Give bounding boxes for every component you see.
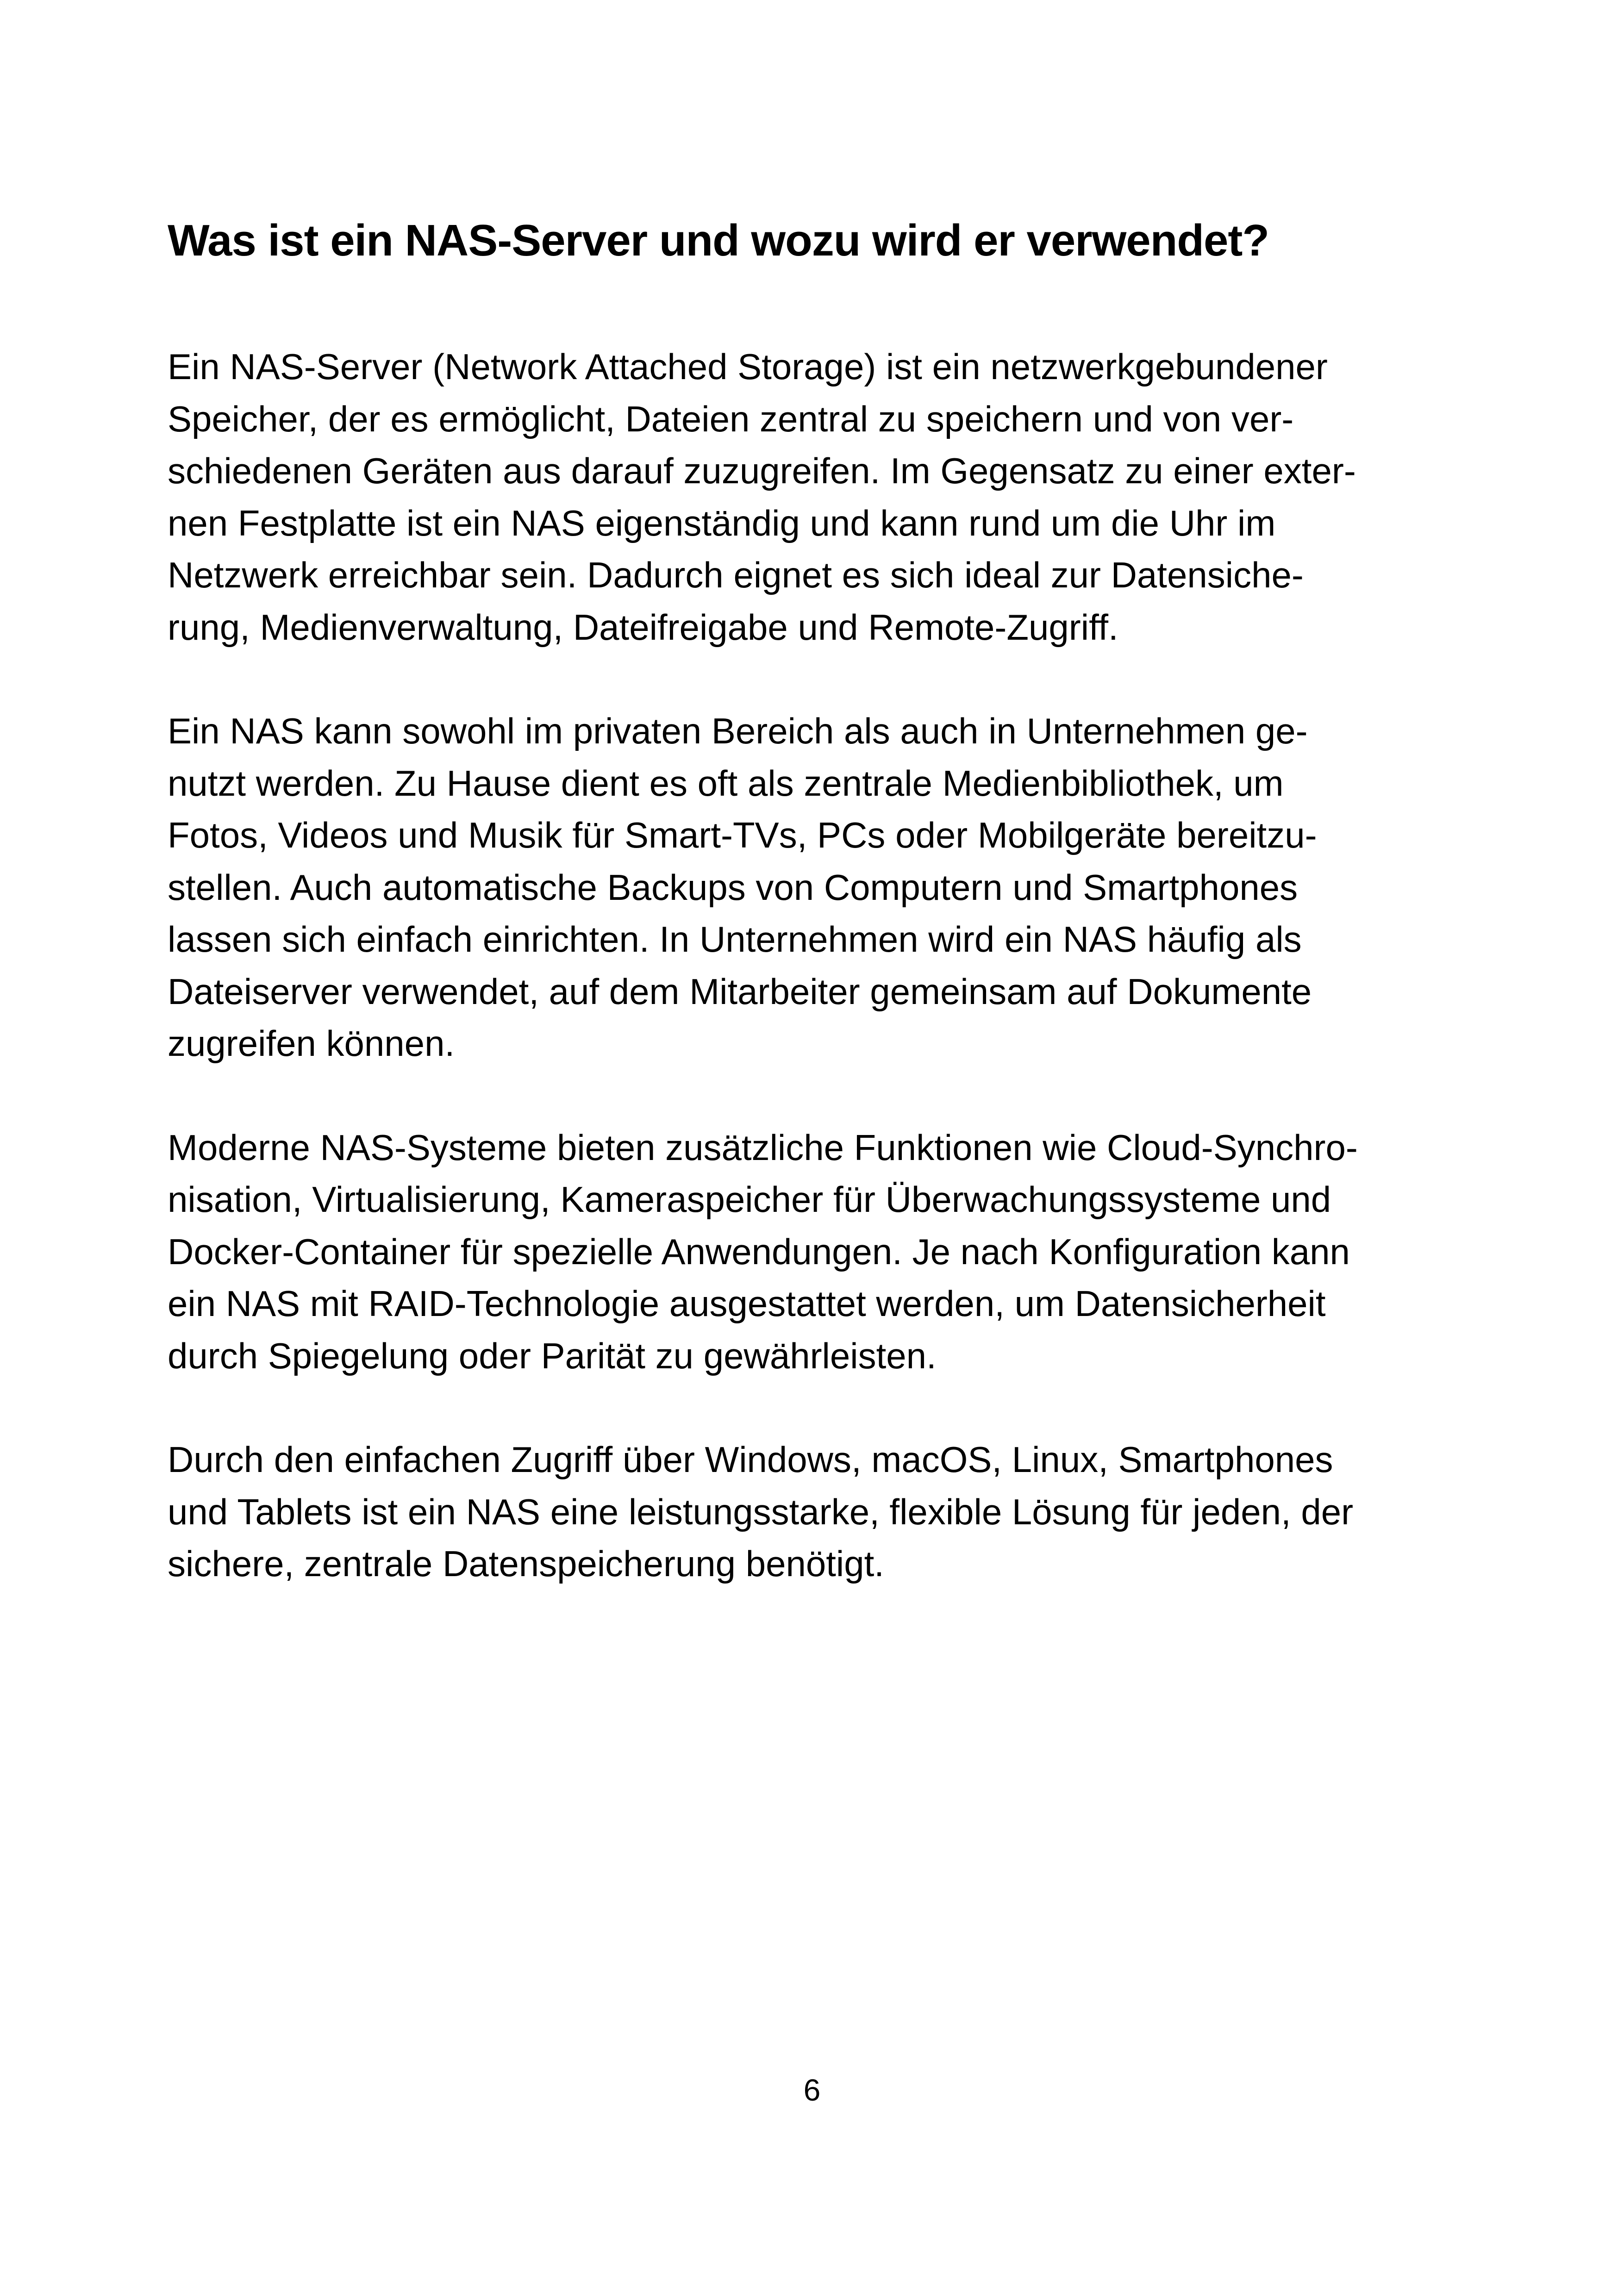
paragraph (168, 1434, 1464, 1590)
text-line: sichere, zentrale Datenspeicherung benötigt. (168, 1543, 884, 1584)
text-line: Moderne NAS-Systeme bieten zusätzliche Funktionen wie Cloud-Synchro- (168, 1127, 1358, 1168)
page-title: Was ist ein NAS-Server und wozu wird er verwendet? (168, 216, 1269, 265)
text-line: Fotos, Videos und Musik für Smart-TVs, PCs oder Mobilgeräte bereitzu- (168, 815, 1317, 855)
paragraph (168, 1122, 1464, 1382)
text-line: Speicher, der es ermöglicht, Dateien zentral zu speichern und von ver- (168, 398, 1294, 439)
text-line: stellen. Auch automatische Backups von Computern und Smartphones (168, 867, 1298, 908)
text-line: rung, Medienverwaltung, Dateifreigabe und Remote-Zugriff. (168, 606, 1118, 648)
paragraph (168, 705, 1464, 1070)
paragraph (168, 341, 1464, 653)
text-line: nisation, Virtualisierung, Kameraspeicher für Überwachungssysteme und (168, 1179, 1331, 1220)
text-line: und Tablets ist ein NAS eine leistungsstarke, flexible Lösung für jeden, der (168, 1491, 1354, 1532)
text-line: Docker-Container für spezielle Anwendungen. Je nach Konfiguration kann (168, 1231, 1350, 1272)
page-content (168, 204, 1464, 1642)
text-line: schiedenen Geräten aus darauf zuzugreifen. Im Gegensatz zu einer exter- (168, 450, 1356, 491)
text-line: Dateiserver verwendet, auf dem Mitarbeiter gemeinsam auf Dokumente (168, 971, 1312, 1012)
text-line: nen Festplatte ist ein NAS eigenständig und kann rund um die Uhr im (168, 502, 1276, 543)
body-text (168, 341, 1464, 1590)
text-line: ein NAS mit RAID-Technologie ausgestattet werden, um Datensicherheit (168, 1283, 1326, 1324)
text-line: Netzwerk erreichbar sein. Dadurch eignet es sich ideal zur Datensiche- (168, 555, 1304, 595)
text-line: lassen sich einfach einrichten. In Unternehmen wird ein NAS häufig als (168, 919, 1302, 960)
text-line: durch Spiegelung oder Parität zu gewährleisten. (168, 1335, 937, 1376)
text-line: nutzt werden. Zu Hause dient es oft als zentrale Medienbibliothek, um (168, 762, 1284, 804)
text-line: zugreifen können. (168, 1023, 455, 1064)
page-number: 6 (803, 2073, 821, 2107)
text-line: Ein NAS-Server (Network Attached Storage) ist ein netzwerkgebundener (168, 346, 1328, 387)
text-line: Durch den einfachen Zugriff über Windows, macOS, Linux, Smartphones (168, 1439, 1333, 1480)
text-line: Ein NAS kann sowohl im privaten Bereich als auch in Unternehmen ge- (168, 711, 1308, 751)
